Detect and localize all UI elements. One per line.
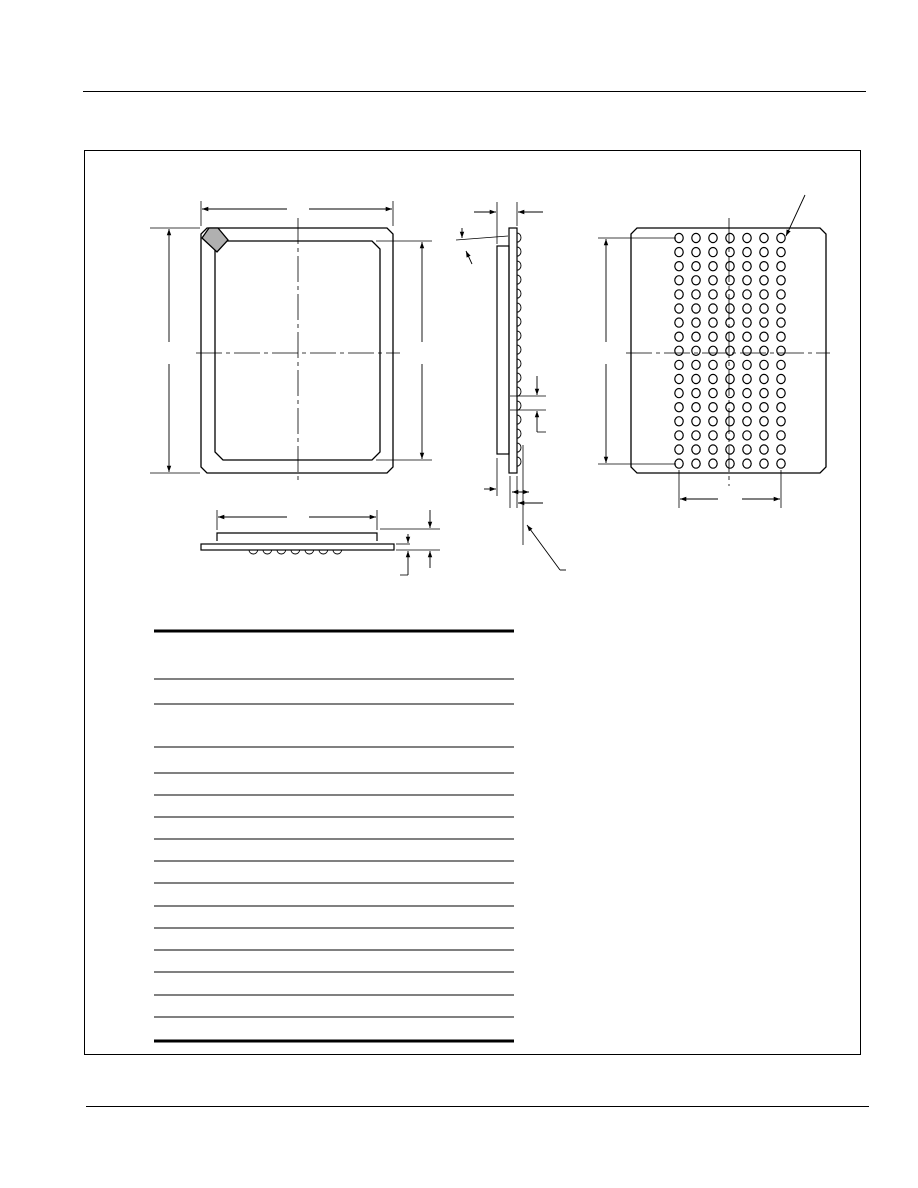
solder-ball: [760, 233, 768, 242]
solder-ball: [709, 276, 717, 285]
solder-ball: [692, 276, 700, 285]
solder-ball: [692, 262, 700, 271]
solder-ball: [692, 233, 700, 242]
solder-ball: [726, 346, 734, 355]
solder-ball: [692, 290, 700, 299]
solder-ball: [743, 445, 751, 454]
solder-ball: [743, 248, 751, 257]
solder-ball: [743, 403, 751, 412]
solder-ball: [709, 233, 717, 242]
top-view-inner-outline: [215, 241, 380, 460]
solder-ball: [709, 445, 717, 454]
solder-ball: [675, 318, 683, 327]
solder-ball: [777, 233, 785, 242]
solder-ball: [692, 248, 700, 257]
solder-ball: [709, 403, 717, 412]
solder-ball: [726, 233, 734, 242]
solder-ball: [743, 459, 751, 468]
solder-ball: [777, 445, 785, 454]
solder-ball: [760, 304, 768, 313]
solder-ball: [675, 403, 683, 412]
solder-ball: [760, 459, 768, 468]
solder-ball: [760, 360, 768, 369]
solder-ball: [743, 233, 751, 242]
solder-ball: [777, 346, 785, 355]
solder-ball: [675, 445, 683, 454]
solder-ball: [675, 262, 683, 271]
solder-ball: [760, 248, 768, 257]
solder-ball: [675, 304, 683, 313]
solder-ball: [743, 346, 751, 355]
solder-ball: [777, 262, 785, 271]
solder-ball: [726, 445, 734, 454]
solder-ball: [692, 389, 700, 398]
solder-ball: [709, 431, 717, 440]
solder-ball: [726, 248, 734, 257]
solder-ball: [675, 248, 683, 257]
solder-ball: [709, 262, 717, 271]
solder-ball: [692, 318, 700, 327]
dimension-table: [154, 631, 514, 1041]
pin-one-marker-icon: [202, 228, 228, 252]
solder-ball: [777, 459, 785, 468]
solder-ball: [709, 346, 717, 355]
solder-ball: [675, 431, 683, 440]
solder-ball: [777, 431, 785, 440]
solder-ball: [777, 248, 785, 257]
bottom-view-outline: [631, 228, 826, 473]
solder-ball: [760, 346, 768, 355]
solder-ball: [675, 417, 683, 426]
solder-ball: [692, 360, 700, 369]
end-view: [201, 510, 440, 575]
solder-ball: [777, 417, 785, 426]
solder-ball: [777, 360, 785, 369]
solder-ball: [777, 389, 785, 398]
solder-ball: [675, 233, 683, 242]
solder-ball: [743, 360, 751, 369]
solder-ball: [692, 304, 700, 313]
end-view-mold-cap: [217, 533, 377, 541]
solder-ball: [675, 389, 683, 398]
solder-ball: [743, 318, 751, 327]
solder-ball: [726, 374, 734, 383]
solder-ball: [675, 459, 683, 468]
end-view-substrate: [201, 544, 394, 550]
side-view-mold-cap: [497, 246, 509, 454]
solder-ball: [692, 374, 700, 383]
solder-ball: [726, 459, 734, 468]
top-view: [150, 201, 432, 484]
solder-ball: [726, 304, 734, 313]
solder-ball: [726, 276, 734, 285]
solder-ball: [777, 276, 785, 285]
solder-ball: [743, 374, 751, 383]
solder-ball: [760, 276, 768, 285]
solder-ball: [760, 262, 768, 271]
top-view-outline: [201, 228, 393, 473]
solder-ball: [743, 389, 751, 398]
solder-ball: [743, 276, 751, 285]
solder-ball: [726, 332, 734, 341]
solder-ball: [777, 403, 785, 412]
solder-ball: [726, 360, 734, 369]
side-view-substrate: [509, 228, 517, 473]
solder-ball: [777, 304, 785, 313]
solder-ball: [726, 431, 734, 440]
solder-ball: [743, 262, 751, 271]
solder-ball: [760, 417, 768, 426]
solder-ball: [777, 332, 785, 341]
solder-ball: [726, 403, 734, 412]
solder-ball: [760, 290, 768, 299]
solder-ball: [675, 360, 683, 369]
solder-ball: [726, 318, 734, 327]
solder-ball: [743, 431, 751, 440]
solder-ball: [709, 304, 717, 313]
solder-ball: [760, 389, 768, 398]
solder-ball: [675, 290, 683, 299]
solder-ball: [760, 332, 768, 341]
solder-ball: [743, 417, 751, 426]
solder-ball: [777, 374, 785, 383]
solder-ball: [709, 318, 717, 327]
solder-ball: [675, 346, 683, 355]
solder-ball: [692, 431, 700, 440]
solder-ball: [760, 318, 768, 327]
table-row-rules: [154, 679, 514, 1017]
solder-ball: [709, 374, 717, 383]
solder-ball: [709, 360, 717, 369]
solder-ball: [692, 346, 700, 355]
solder-ball: [709, 332, 717, 341]
solder-ball: [709, 248, 717, 257]
solder-ball: [692, 403, 700, 412]
solder-ball: [692, 417, 700, 426]
solder-ball: [692, 445, 700, 454]
solder-ball: [675, 374, 683, 383]
solder-ball: [675, 332, 683, 341]
solder-ball: [743, 332, 751, 341]
solder-ball: [726, 417, 734, 426]
solder-ball: [760, 403, 768, 412]
solder-ball: [743, 290, 751, 299]
solder-ball: [692, 459, 700, 468]
solder-ball: [760, 431, 768, 440]
solder-ball: [709, 290, 717, 299]
solder-ball: [675, 276, 683, 285]
solder-ball: [709, 417, 717, 426]
ball-grid: [675, 233, 785, 468]
solder-ball: [726, 389, 734, 398]
solder-ball: [726, 262, 734, 271]
solder-ball: [777, 318, 785, 327]
solder-ball: [760, 374, 768, 383]
solder-ball: [726, 290, 734, 299]
side-view: [456, 202, 566, 570]
solder-ball: [760, 445, 768, 454]
solder-ball: [709, 389, 717, 398]
solder-ball: [777, 290, 785, 299]
bottom-view: [598, 195, 830, 508]
solder-ball: [743, 304, 751, 313]
solder-ball: [692, 332, 700, 341]
solder-ball: [709, 459, 717, 468]
